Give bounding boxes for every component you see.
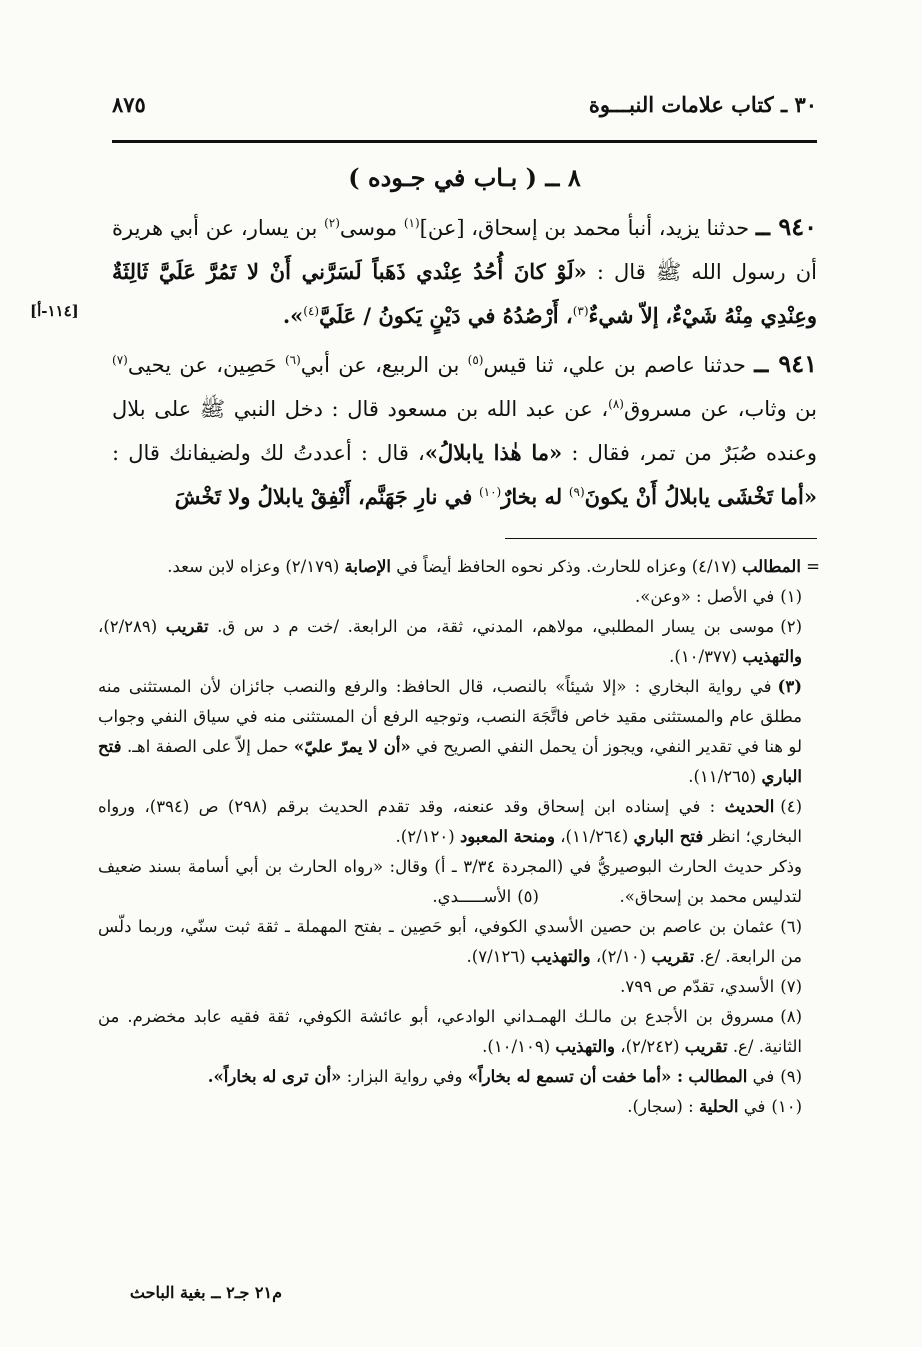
- isnad-text: حدثنا عاصم بن علي، ثنا قيس: [483, 353, 746, 377]
- footnote-ref: (٣): [572, 304, 589, 318]
- footnote-marker: (٣): [777, 677, 802, 696]
- isnad-text: حدثنا يزيد، أنبأ محمد بن إسحاق، [عن]: [419, 216, 750, 240]
- isnad-text: ، عن عبد الله بن مسعود قال : دخل النبي ﷺ على بلال وعنده صُبَرٌ من تمر، فقال :: [112, 397, 817, 465]
- source-title: والتهذيب: [530, 947, 591, 966]
- footnote-continuation: [98, 552, 820, 582]
- footnote-marker: (٤): [780, 797, 803, 816]
- isnad-text: بن وثاب، عن مسروق: [623, 397, 818, 421]
- source-title: فتح الباري: [633, 827, 704, 846]
- footnote-8: [98, 1002, 820, 1062]
- footnote-6: [98, 912, 820, 972]
- hadith-940: [112, 205, 817, 338]
- footnote-text: : (سجار).: [627, 1097, 694, 1116]
- footnote-text: (٢/١٧٩) وعزاه لابن سعد.: [167, 557, 340, 576]
- hadith-number: ٩٤٠ ــ: [755, 212, 817, 241]
- footnote-marker: (٩): [780, 1067, 802, 1086]
- footnote-7: [98, 972, 820, 1002]
- footnote-ref: (٤): [303, 304, 320, 318]
- matn-text: ».: [282, 303, 304, 328]
- source-ref: (٢/٢٤٢)،: [620, 1037, 680, 1056]
- footnote-text: في رواية البخاري : «إلا شيئاً» بالنصب، قال الحافظ: والرفع والنصب جائزان لأن المستثنى منه مطلق عام والمستثنى مقيد خاص فاتَّجَهَ النصب، وتوجيه الرفع أن المستثنى منه في سياق النفي وجواب لو هنا في تقدير النفي، ويجوز أن يحمل النفي الصريح في: [98, 677, 802, 756]
- footnote-text: مسروق بن الأجدع بن مالـك الهمـداني الوادعي، أبو عائشة الكوفي، ثقة فقيه عابد مخضرم. من الثانية. /ع.: [98, 1007, 802, 1056]
- footnote-quote: «أن ترى له بخاراً».: [207, 1067, 342, 1086]
- footnote-ref: (١٠): [478, 485, 502, 499]
- hadith-941: [112, 342, 817, 519]
- footnote-marker: (٨): [780, 1007, 802, 1026]
- footnote-text: : في إسناده ابن إسحاق وقد عنعنه، وقد تقدم الحديث برقم (٢٩٨) ص (٣٩٤)، ورواه البخاري؛ انظر: [98, 797, 802, 846]
- section-title: ٨ ــ ( بـاب في جـوده ): [348, 163, 581, 192]
- footnote-text: موسى بن يسار المطلبي، مولاهم، المدني، ثقة، من الرابعة. /خت م د س ق.: [217, 617, 775, 636]
- source-title: فتح الباري: [98, 737, 802, 786]
- footnote-ref: (١): [403, 216, 420, 230]
- footnote-4-para-2: [98, 852, 820, 912]
- source-title: المطالب: [688, 1067, 748, 1086]
- footnotes: [98, 552, 820, 1122]
- footnote-text: (٤/١٧) وعزاه للحارث. وذكر نحوه الحافظ أيضاً في: [396, 557, 737, 576]
- footnote-marker: (٧): [780, 977, 802, 996]
- hadith-number: ٩٤١ ــ: [754, 349, 817, 378]
- page-number: ٨٧٥: [112, 92, 146, 117]
- footnote-text: في: [752, 1067, 775, 1086]
- footnote-text: عثمان بن عاصم بن حصين الأسدي الكوفي، أبو حَصِين ـ بفتح المهملة ـ ثقة ثبت سنّي، وربما دلّس من الرابعة. /ع.: [98, 917, 802, 966]
- matn-text: له بخارٌ: [501, 484, 563, 509]
- matn-text: ، أَرْصُدُهُ في دَيْنٍ يَكونُ / عَلَيَّ: [319, 303, 573, 328]
- matn-text: «ما هٰذا يابلالُ»: [424, 440, 563, 465]
- main-text: [112, 205, 817, 523]
- footnote-10: [98, 1092, 820, 1122]
- footnote-quote: «أن لا يمرّ عليّ»: [293, 737, 411, 756]
- isnad-text: بن الربيع، عن أبي: [300, 353, 460, 377]
- source-title: والتهذيب: [742, 647, 802, 666]
- source-ref: (١٠/١٠٩).: [482, 1037, 551, 1056]
- footnote-2: [98, 612, 820, 672]
- source-ref: (١١/٢٦٥).: [688, 767, 757, 786]
- header-rule: [112, 140, 817, 143]
- footnote-marker: (٢): [780, 617, 802, 636]
- footnote-marker: (٥): [517, 887, 539, 906]
- matn-text: إلاّ شيءٌ: [588, 303, 659, 328]
- isnad-text: بن يسار، عن أبي هريرة أن رسول الله ﷺ قال :: [112, 216, 817, 284]
- footnote-5-text: الأســـــدي.: [432, 887, 512, 906]
- source-title: تقريب: [684, 1037, 728, 1056]
- footnote-marker: (٦): [780, 917, 802, 936]
- footnote-marker: (١٠): [771, 1097, 802, 1116]
- footnote-1: [98, 582, 820, 612]
- matn-text: في نارِ جَهَنَّم، أَنْفِقْ يابلالُ ولا تَخْشَ: [174, 484, 473, 509]
- body-text: ، قال : أعددتُ لك ولضيفانك قال :: [112, 441, 425, 465]
- isnad-text: موسى: [339, 216, 398, 240]
- footnote-text: وفي رواية البزار:: [346, 1067, 463, 1086]
- footnote-4: [98, 792, 820, 852]
- footnote-text: في الأصل : «وعن».: [635, 587, 775, 606]
- source-title: الإصابة: [344, 557, 391, 576]
- footnote-ref: (٢): [324, 216, 340, 230]
- source-ref: (٧/١٢٦).: [466, 947, 526, 966]
- signature-mark: م٢١ جـ٢ ــ بغية الباحث: [129, 1283, 282, 1302]
- source-title: المطالب: [741, 557, 801, 576]
- source-title: تقريب: [651, 947, 695, 966]
- footnote-text: في: [743, 1097, 766, 1116]
- page-header: [112, 92, 817, 132]
- footnote-ref: (٦): [284, 353, 301, 367]
- footnote-9: [98, 1062, 820, 1092]
- footnote-marker: (١): [780, 587, 802, 606]
- footnote-quote: : «أما خفت أن تسمع له بخاراً»: [467, 1067, 684, 1086]
- footnote-ref: (٧): [112, 353, 128, 367]
- source-ref: (١٠/٣٧٧).: [669, 647, 738, 666]
- source-ref: (١١/٢٦٤)،: [560, 827, 629, 846]
- footnote-label: الحديث: [724, 797, 775, 816]
- footnote-separator: [505, 538, 817, 539]
- footnote-3: [98, 672, 820, 792]
- footnote-text: حمل إلاّ على الصفة اهـ.: [126, 737, 289, 756]
- footnote-ref: (٩): [568, 485, 585, 499]
- source-ref: (٢/٢٨٩)،: [98, 617, 158, 636]
- source-title: الحلية: [698, 1097, 739, 1116]
- running-title: ٣٠ ـ كتاب علامات النبـــوة: [588, 92, 817, 117]
- isnad-text: حَصِين، عن يحيى: [127, 353, 277, 377]
- source-ref: (٢/١٠)،: [595, 947, 647, 966]
- matn-text: «أما تَخْشَى يابلالُ أَنْ يكونَ: [584, 484, 817, 509]
- source-title: والتهذيب: [555, 1037, 615, 1056]
- margin-manuscript-ref: [١١٤-أ]: [30, 302, 79, 320]
- source-title: تقريب: [165, 617, 209, 636]
- source-ref: (٢/١٢٠).: [395, 827, 455, 846]
- footnote-ref: (٨): [608, 397, 624, 411]
- continuation-mark: =: [800, 557, 820, 576]
- footnote-ref: (٥): [467, 353, 484, 367]
- footnote-text: وذكر حديث الحارث البوصيريُّ في (المجردة ٣/٣٤ ـ أ) وقال: «رواه الحارث بن أبي أسامة بسند ضعيف لتدليس محمد بن إسحاق».: [98, 857, 802, 906]
- source-title: ومنحة المعبود: [459, 827, 555, 846]
- footnote-text: الأسدي، تقدّم ص ٧٩٩.: [620, 977, 775, 996]
- matn-text: «لَوْ كانَ أُحُدُ عِنْدي ذَهَباً لَسَرَّني أَنْ لا تَمُرَّ عَلَيَّ ثَالِثَةٌ وعِنْدِي مِنْهُ شَيْءٌ،: [112, 259, 817, 328]
